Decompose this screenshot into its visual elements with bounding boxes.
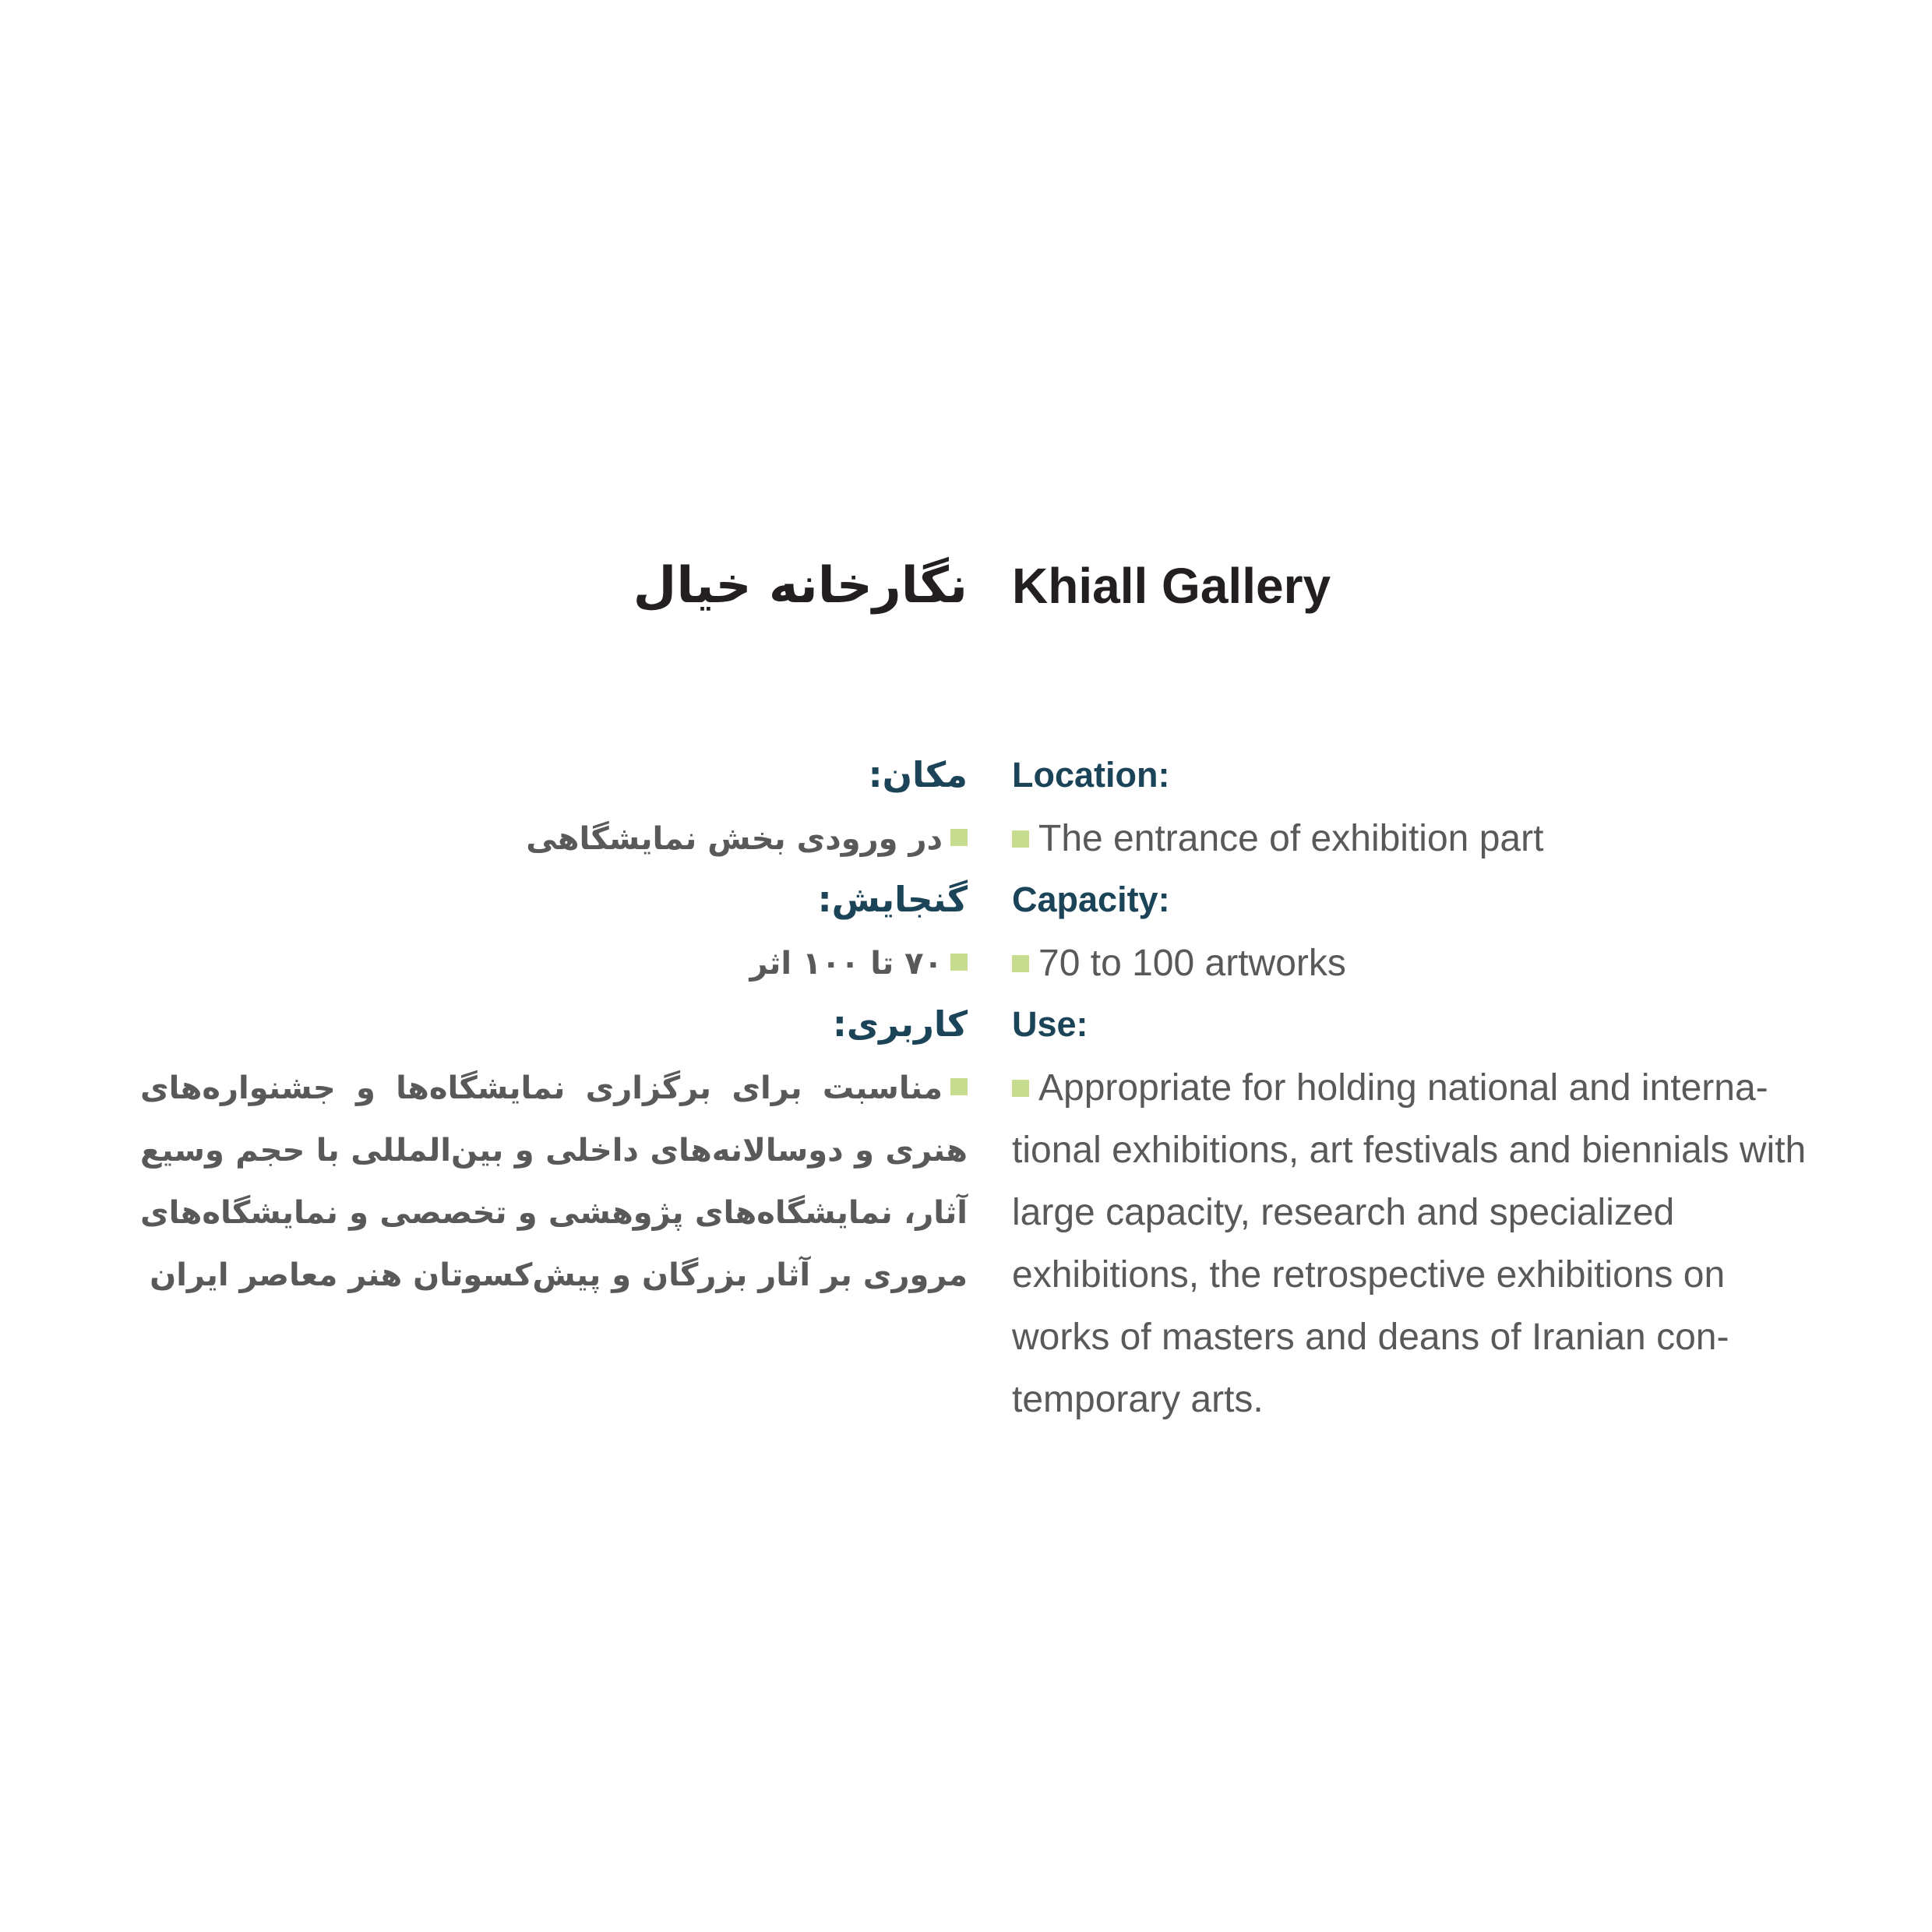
english-location-value: The entrance of exhibition part <box>1038 818 1544 859</box>
english-location-label: Location: <box>1012 755 1170 795</box>
persian-location-value: در ورودی بخش نمایشگاهی <box>526 821 943 857</box>
english-capacity-item <box>1012 933 1346 995</box>
persian-use-value: مناسبت برای برگزاری نمایشگاه‌ها و جشنواره‌های هنری و دوسالانه‌های داخلی و بین‌المللی با حجم وسیع آثار، نمایشگاه‌های پژوهشی و تخصصی و نمایشگاه‌های مروری بر آثار بزرگان و پیش‌کسوتان هنر معاصر ایران <box>140 1070 968 1293</box>
square-bullet-icon <box>950 829 968 846</box>
english-capacity-value: 70 to 100 artworks <box>1038 943 1346 984</box>
persian-capacity-value: ۷۰ تا ۱۰۰ اثر <box>749 946 943 982</box>
persian-use-item <box>140 1057 968 1306</box>
square-bullet-icon <box>950 954 968 971</box>
english-use-value: Appropriate for holding national and interna-tional exhibitions, art festivals and biennials with large capacity, research and specialized exhibitions, the retrospective exhibitions on works of masters and deans of Iranian con-temporary arts. <box>1012 1067 1807 1420</box>
english-capacity-label: Capacity: <box>1012 880 1170 919</box>
persian-capacity-label: گنجایش: <box>817 879 968 920</box>
english-use-item <box>1012 1057 1814 1431</box>
square-bullet-icon <box>1012 1080 1029 1097</box>
square-bullet-icon <box>1012 830 1029 848</box>
persian-capacity-item <box>749 933 968 995</box>
english-title: Khiall Gallery <box>1012 558 1331 614</box>
persian-location-item <box>526 808 968 870</box>
square-bullet-icon <box>1012 955 1029 972</box>
persian-title: نگارخانه خیال <box>633 557 968 615</box>
square-bullet-icon <box>950 1078 968 1095</box>
english-use-label: Use: <box>1012 1004 1088 1044</box>
persian-use-label: کاربری: <box>832 1003 968 1045</box>
english-location-item <box>1012 808 1543 870</box>
persian-location-label: مکان: <box>868 754 968 795</box>
